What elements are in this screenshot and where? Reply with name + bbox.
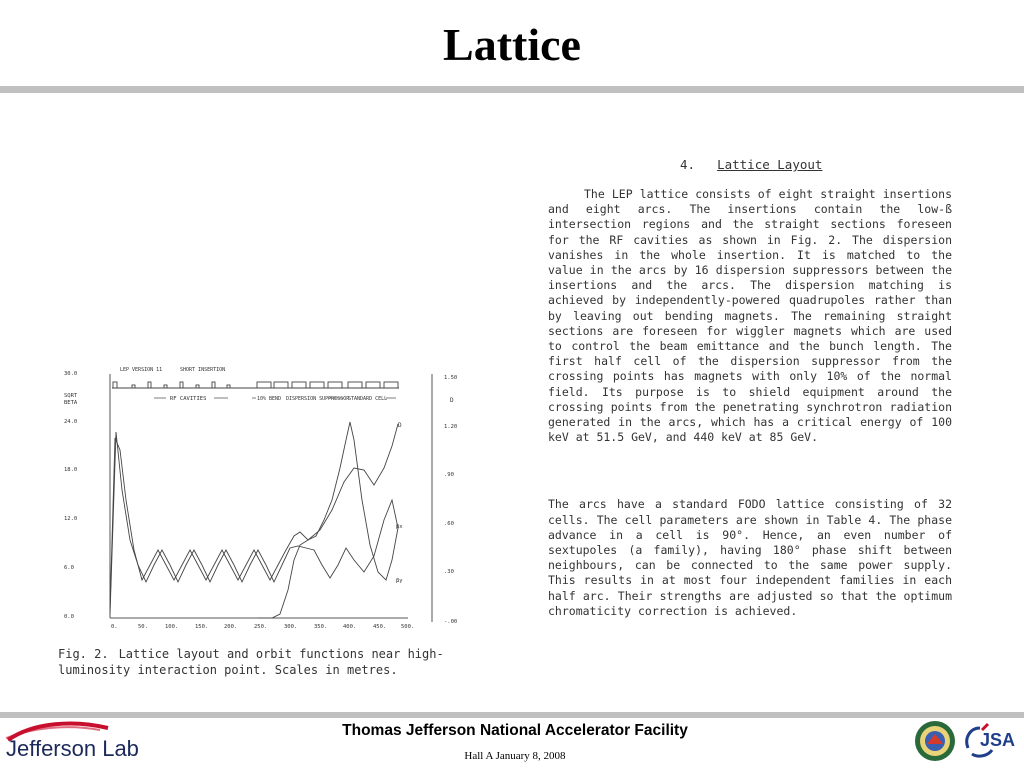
y-left-tick: 6.0	[64, 565, 74, 571]
slide-title: Lattice	[443, 19, 581, 70]
beta-y-curve	[110, 432, 398, 615]
dispersion-curve	[258, 424, 398, 618]
x-tick: 400.	[343, 624, 357, 630]
footer-date: Hall A January 8, 2008	[464, 750, 566, 762]
y-right-tick: 1.20	[444, 424, 458, 430]
top-divider	[0, 86, 1024, 93]
lattice-layout-section	[548, 155, 952, 619]
doe-seal-icon	[914, 720, 956, 762]
x-tick: 0.	[111, 624, 118, 630]
region-label-bend: 10% BEND	[257, 396, 282, 402]
x-tick: 100.	[165, 624, 179, 630]
y-left-tick: 0.0	[64, 614, 74, 620]
right-axis-label: D	[450, 397, 454, 404]
section-title: Lattice Layout	[717, 157, 823, 172]
curve-label-beta-x: βx	[396, 524, 403, 530]
x-tick: 450.	[373, 624, 387, 630]
figure-caption-text: Lattice layout and orbit functions near high-luminosity interaction point. Scales in metres.	[58, 647, 444, 677]
y-right-tick: .30	[444, 569, 454, 575]
footer-organization: Thomas Jefferson National Accelerator Facility	[342, 722, 688, 739]
region-label-rf-cavities: RF CAVITIES	[170, 396, 207, 402]
y-left-tick: 30.0	[64, 371, 78, 377]
left-axis-label-sqrt: SQRT	[64, 393, 78, 399]
section-heading	[680, 155, 952, 175]
figure-insertion-label: SHORT INSERTION	[180, 367, 226, 373]
paragraph-fodo-arcs: The arcs have a standard FODO lattice consisting of 32 cells. The cell parameters are shown in Table 4. The phase advance in a cell is 90°. Hence, an even number of sextupoles (a family), having 180° phase shift between neighbours, can be connected to the same power supply. This results in at most four independent families in each half arc. Their strengths are adjusted so that the optimum chromaticity correction is achieved.	[548, 497, 952, 618]
y-left-tick: 12.0	[64, 516, 78, 522]
x-tick: 200.	[224, 624, 238, 630]
figure-version-label: LEP VERSION 11	[120, 367, 163, 373]
jsa-logo	[962, 720, 1020, 762]
y-left-tick: 24.0	[64, 419, 78, 425]
figure-caption	[58, 646, 460, 678]
beta-x-curve	[110, 422, 398, 610]
region-label-dispersion-suppressor: DISPERSION SUPPRESSOR	[286, 396, 350, 402]
jsa-wordmark: JSA	[980, 730, 1016, 750]
left-axis-label-beta: BETA	[64, 400, 78, 406]
y-left-tick: 18.0	[64, 467, 78, 473]
x-tick: 350.	[314, 624, 328, 630]
figure-caption-label: Fig. 2.	[58, 647, 109, 661]
x-tick: 50.	[138, 624, 148, 630]
x-tick: 150.	[195, 624, 209, 630]
jefferson-lab-wordmark: Jefferson Lab	[6, 736, 139, 761]
curve-label-d: D	[398, 422, 402, 429]
bottom-divider	[0, 712, 1024, 718]
x-tick: 500.	[401, 624, 415, 630]
y-right-tick: -.00	[444, 619, 458, 625]
section-number: 4.	[680, 157, 696, 172]
jefferson-lab-logo	[4, 720, 164, 764]
region-label-standard-cell: STANDARD CELL	[348, 396, 388, 402]
y-right-tick: .60	[444, 521, 454, 527]
x-tick: 250.	[254, 624, 268, 630]
y-right-tick: 1.50	[444, 375, 458, 381]
curve-label-beta-y: βy	[396, 578, 403, 584]
paragraph-lattice-layout: The LEP lattice consists of eight straight insertions and eight arcs. The insertions contain the low-ß intersection regions and the straight sections foreseen for the RF cavities as shown in Fig. 2. The dispersion vanishes in the whole insertion. It is matched to the value in the arcs by 16 dispersion suppressors between the insertions and the arcs. The dispersion matching is achieved by independently-powered quadrupoles rather than by leaving out bending magnets. The remaining straight sections are foreseen for wiggler magnets which are used to control the beam emittance and the bunch length. The first half cell of the dispersion suppressor from the crossing points has magnets with only 10% of the normal field. Its purpose is to shield equipment around the crossing points from the penetrating synchrotron radiation generated in the arcs, which has a critical energy of 100 keV at 51.5 GeV, and 440 keV at 85 GeV.	[548, 187, 952, 445]
footer	[300, 722, 730, 762]
y-right-tick: .90	[444, 472, 454, 478]
magnet-layout-strip	[112, 382, 399, 388]
x-tick: 300.	[284, 624, 298, 630]
